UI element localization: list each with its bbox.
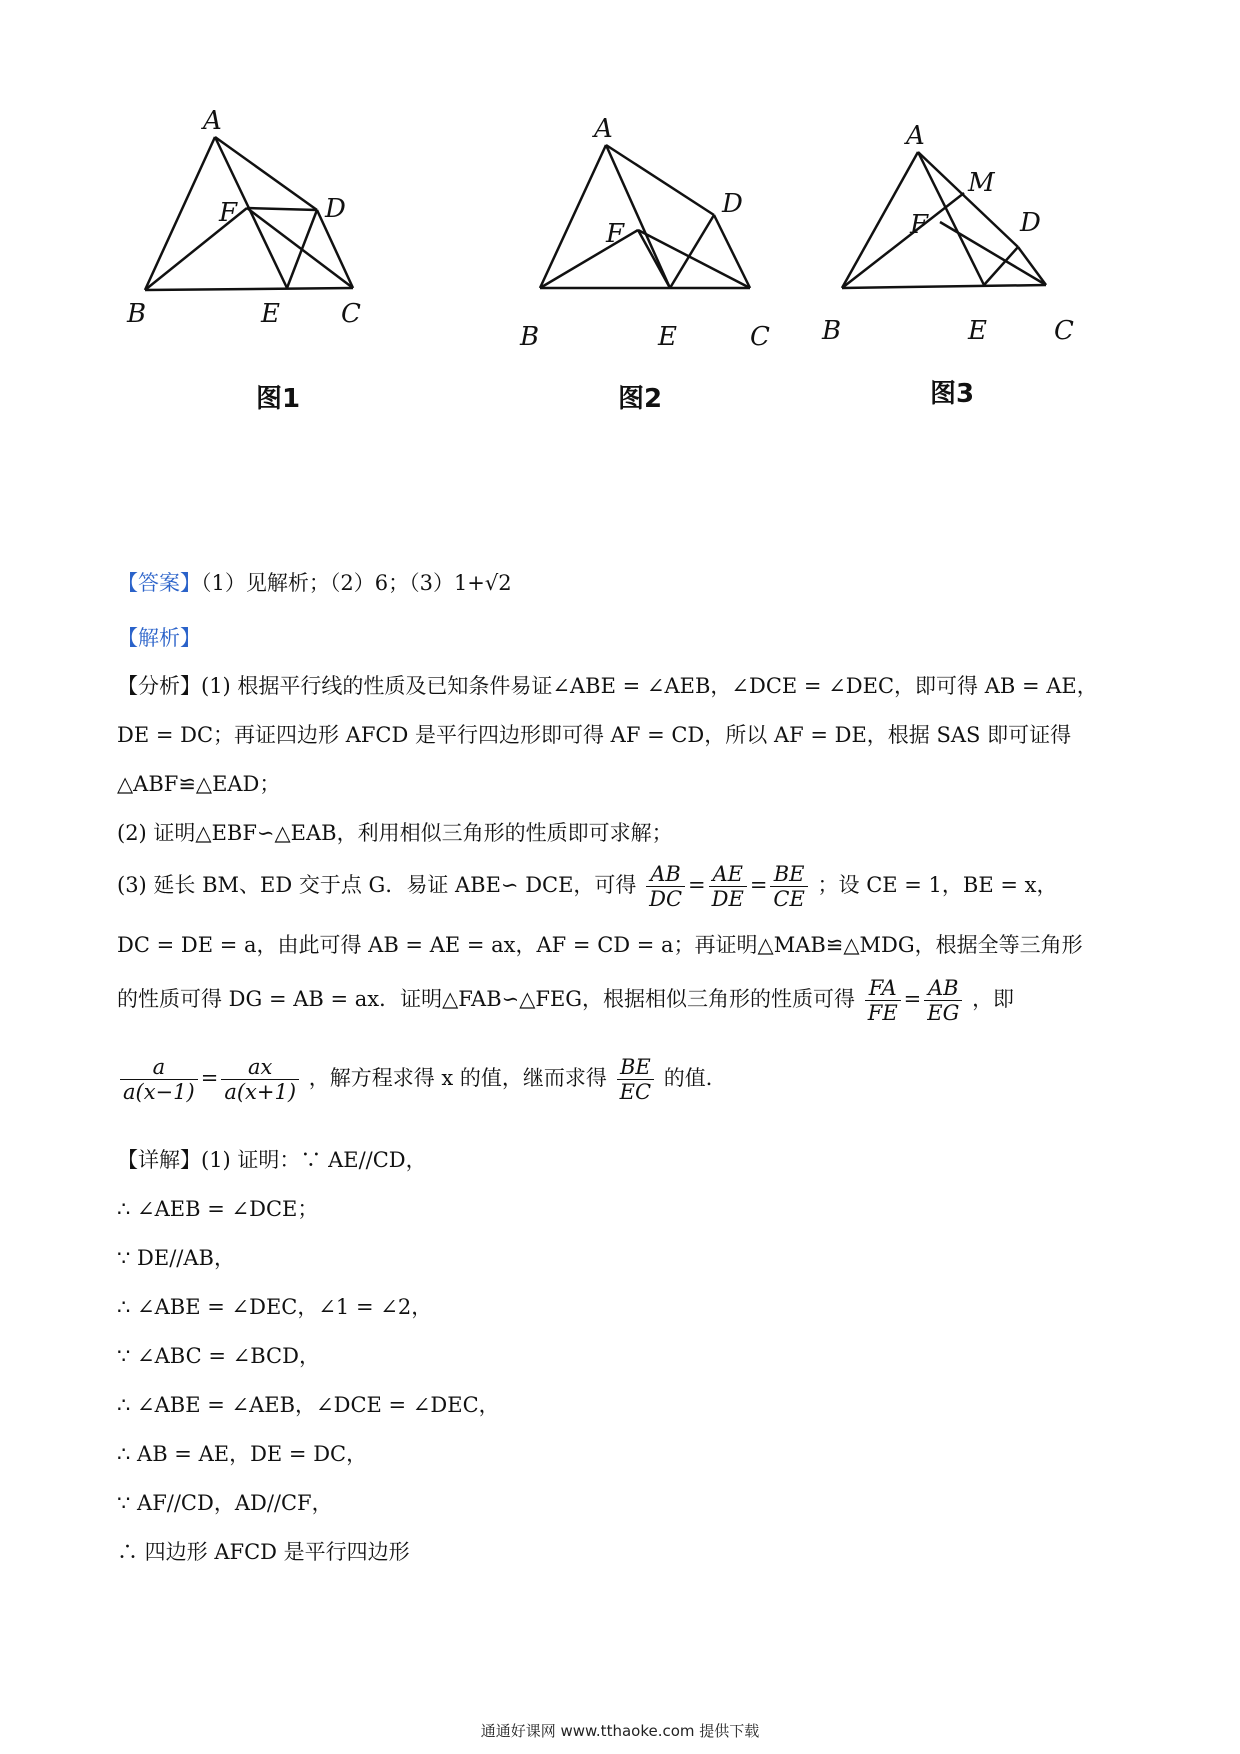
detail-line-1: 【详解】(1) 证明：∵ AE//CD， <box>117 1148 427 1172</box>
detail-line-6: ∴ ∠ABE = ∠AEB，∠DCE = ∠DEC， <box>117 1393 500 1417</box>
analysis-line-7 <box>117 976 1130 1025</box>
point-D-label: D <box>1020 208 1041 238</box>
frac-num: BE <box>617 1055 654 1080</box>
detail-line-5: ∵ ∠ABC = ∠BCD， <box>117 1344 320 1368</box>
detail-line-3: ∵ DE//AB， <box>117 1246 235 1270</box>
fraction-ax <box>221 1055 299 1104</box>
point-E-label: E <box>968 316 987 346</box>
geometry-diagram-2 <box>500 105 800 352</box>
point-E-label: E <box>658 322 677 352</box>
detail-line-8: ∵ AF//CD，AD//CF， <box>117 1491 333 1515</box>
detail-line-7: ∴ AB = AE，DE = DC， <box>117 1442 368 1466</box>
figure-1-caption: 图1 <box>256 384 301 414</box>
frac-num: FA <box>865 976 901 1001</box>
point-A-label: A <box>203 106 222 136</box>
answer-line <box>117 568 1130 598</box>
analysis-line-4: (2) 证明△EBF∽△EAB，利用相似三角形的性质即可求解； <box>117 821 673 845</box>
analysis-line-1: 【分析】(1) 根据平行线的性质及已知条件易证∠ABE = ∠AEB，∠DCE = ∠DEC，即可得 AB = AE， <box>117 674 1098 698</box>
frac-den: FE <box>867 1001 898 1025</box>
detail-line-2: ∴ ∠AEB = ∠DCE； <box>117 1197 319 1221</box>
frac-den: CE <box>773 887 805 911</box>
frac-num: a <box>120 1055 198 1080</box>
detail-line-4: ∴ ∠ABE = ∠DEC，∠1 = ∠2， <box>117 1295 433 1319</box>
line8-text-mid: ，解方程求得 x 的值，继而求得 <box>308 1066 607 1090</box>
line8-text-end: 的值． <box>663 1066 727 1090</box>
figure-2-caption: 图2 <box>618 384 663 414</box>
point-C-label: C <box>1054 316 1074 346</box>
point-D-label: D <box>325 194 346 224</box>
point-F-label: F <box>219 198 238 228</box>
point-C-label: C <box>341 299 361 329</box>
equals-sign: = <box>200 1066 219 1090</box>
frac-den: a(x−1) <box>123 1080 195 1104</box>
fraction-ab-eg <box>924 976 962 1025</box>
frac-den: a(x+1) <box>224 1080 297 1104</box>
point-F-label: F <box>606 219 625 249</box>
detail-line-9: ∴ 四边形 AFCD 是平行四边形 <box>117 1540 410 1564</box>
fraction-a <box>120 1055 198 1104</box>
line7-text-a: 的性质可得 DG = AB = ax．证明△FAB∽△FEG，根据相似三角形的性质可得 <box>117 987 856 1011</box>
point-D-label: D <box>722 189 743 219</box>
point-B-label: B <box>520 322 540 352</box>
figure-3-caption: 图3 <box>930 379 975 409</box>
analysis-line-8 <box>117 1055 1130 1104</box>
analysis-tag: 【解析】 <box>117 626 201 650</box>
geometry-diagram-1 <box>125 105 395 335</box>
frac-num: BE <box>770 862 807 887</box>
frac-num: AB <box>646 862 685 887</box>
equals-sign: = <box>749 873 768 897</box>
line5-text-b: ；设 CE = 1，BE = x， <box>817 873 1058 897</box>
fraction-fa-fe <box>865 976 901 1025</box>
frac-den: DC <box>649 887 683 911</box>
analysis-line-6: DC = DE = a，由此可得 AB = AE = ax，AF = CD = a；再证明△MAB≌△MDG，根据全等三角形 <box>117 933 1083 957</box>
frac-den: EC <box>619 1080 652 1104</box>
frac-den: DE <box>711 887 744 911</box>
point-B-label: B <box>127 299 147 329</box>
frac-num: ax <box>221 1055 299 1080</box>
equals-sign: = <box>688 873 706 897</box>
equals-sign: = <box>903 987 922 1011</box>
fraction-ab-dc <box>646 862 685 911</box>
analysis-line-3: △ABF≌△EAD； <box>117 772 281 796</box>
point-A-label: A <box>594 114 613 144</box>
analysis-line-5 <box>117 862 1130 911</box>
point-A-label: A <box>906 121 925 151</box>
analysis-line-2: DE = DC；再证四边形 AFCD 是平行四边形即可得 AF = CD，所以 AF = DE，根据 SAS 即可证得 <box>117 723 1072 747</box>
page-footer: 通通好课网 www.tthaoke.com 提供下载 <box>480 1722 760 1740</box>
line7-text-b: ，即 <box>972 987 1015 1011</box>
fraction-be-ce <box>770 862 807 911</box>
figure-2 <box>500 105 800 352</box>
frac-num: AB <box>924 976 962 1001</box>
point-F-label: F <box>910 210 929 240</box>
point-M-label: M <box>968 168 995 198</box>
figure-3 <box>820 105 1120 346</box>
figure-1 <box>125 105 395 335</box>
answer-text: （1）见解析；（2）6；（3）1+√2 <box>201 571 512 595</box>
point-E-label: E <box>261 299 280 329</box>
point-B-label: B <box>822 316 842 346</box>
fraction-ae-de <box>709 862 747 911</box>
frac-den: EG <box>927 1001 960 1025</box>
answer-tag: 【答案】 <box>117 571 201 595</box>
point-C-label: C <box>750 322 770 352</box>
fraction-be-ec <box>617 1055 654 1104</box>
line5-text-a: (3) 延长 BM、ED 交于点 G．易证 ABE∽ DCE，可得 <box>117 873 637 897</box>
frac-num: AE <box>709 862 747 887</box>
geometry-diagram-3 <box>820 105 1120 346</box>
